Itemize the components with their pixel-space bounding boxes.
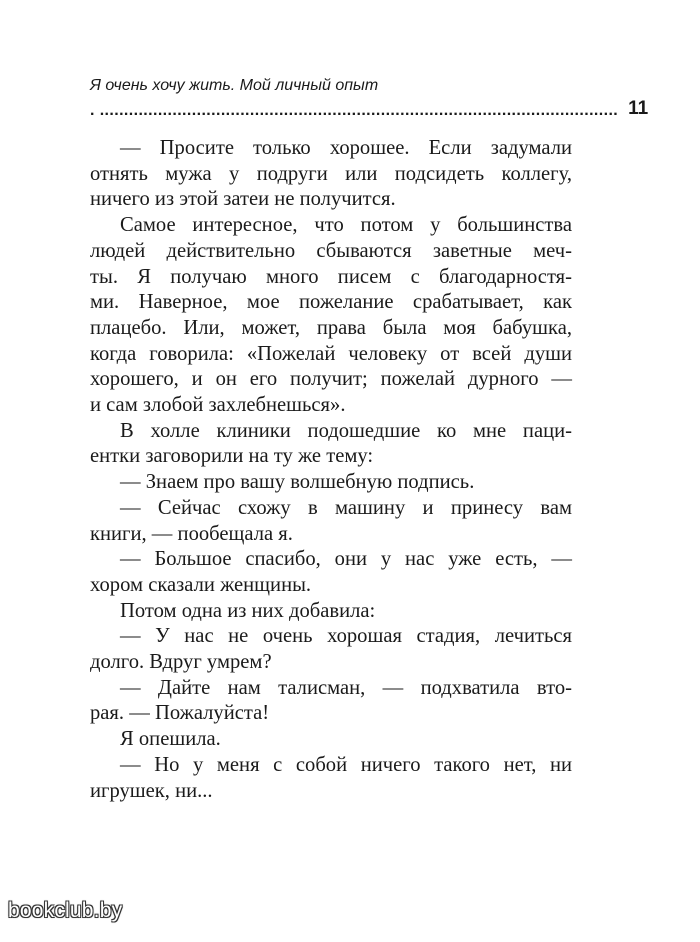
text-line: — Знаем про вашу волшебную подпись. — [120, 471, 475, 494]
paragraph — [90, 419, 572, 470]
text-line: людей действительно сбываются заветные меч- — [90, 239, 572, 262]
paragraph — [90, 624, 572, 675]
page-number: 11 — [628, 98, 649, 119]
text-line: В холле клиники подошедшие ко мне паци- — [120, 419, 572, 442]
text-line: — Дайте нам талисман, — подхватила вто- — [120, 676, 572, 699]
text-line: долго. Вдруг умрем? — [90, 651, 272, 674]
paragraph — [90, 727, 572, 753]
text-line: отнять мужа у подруги или подсидеть коллегу, — [90, 162, 572, 185]
text-line: хором сказали женщины. — [90, 573, 312, 596]
text-line: ентки заговорили на ту же тему: — [90, 445, 374, 468]
paragraph — [90, 136, 572, 213]
text-line: — Большое спасибо, они у нас уже есть, — — [120, 548, 572, 571]
watermark: bookclub.by — [8, 899, 123, 922]
text-line: книги, — пообещала я. — [90, 522, 293, 545]
text-line: плацебо. Или, может, права была моя бабушка, — [90, 316, 572, 339]
paragraph — [90, 496, 572, 547]
body-text — [90, 136, 572, 804]
paragraph — [90, 470, 572, 496]
paragraph — [90, 213, 572, 419]
text-line: — Просите только хорошее. Если задумали — [120, 137, 572, 159]
text-line: хорошего, и он его получит; пожелай дурного — — [90, 368, 572, 391]
text-line: ничего из этой затеи не получится. — [90, 188, 396, 211]
text-line: игрушек, ни... — [90, 779, 213, 802]
paragraph — [90, 547, 572, 598]
paragraph — [90, 753, 572, 804]
text-line: и сам злобой захлебнешься». — [90, 394, 346, 417]
running-header — [90, 76, 649, 120]
text-line: ты. Я получаю много писем с благодарностя- — [90, 265, 572, 288]
paragraph — [90, 676, 572, 727]
dotted-leader: . ........................................................................................................... — [90, 102, 619, 119]
text-line: рая. — Пожалуйста! — [90, 702, 270, 725]
text-line: Я опешила. — [120, 728, 221, 751]
text-line: Самое интересное, что потом у большинства — [120, 214, 572, 237]
header-rule-row — [90, 98, 649, 120]
paragraph — [90, 599, 572, 625]
text-line: — У нас не очень хорошая стадия, лечиться — [120, 625, 572, 648]
running-title: Я очень хочу жить. Мой личный опыт — [90, 77, 379, 94]
text-line: когда говорила: «Пожелай человеку от всей души — [90, 342, 572, 365]
text-line: — Сейчас схожу в машину и принесу вам — [120, 496, 572, 519]
text-line: — Но у меня с собой ничего такого нет, ни — [120, 753, 572, 776]
text-line: Потом одна из них добавила: — [120, 599, 376, 622]
text-line: ми. Наверное, мое пожелание срабатывает, как — [90, 291, 572, 314]
